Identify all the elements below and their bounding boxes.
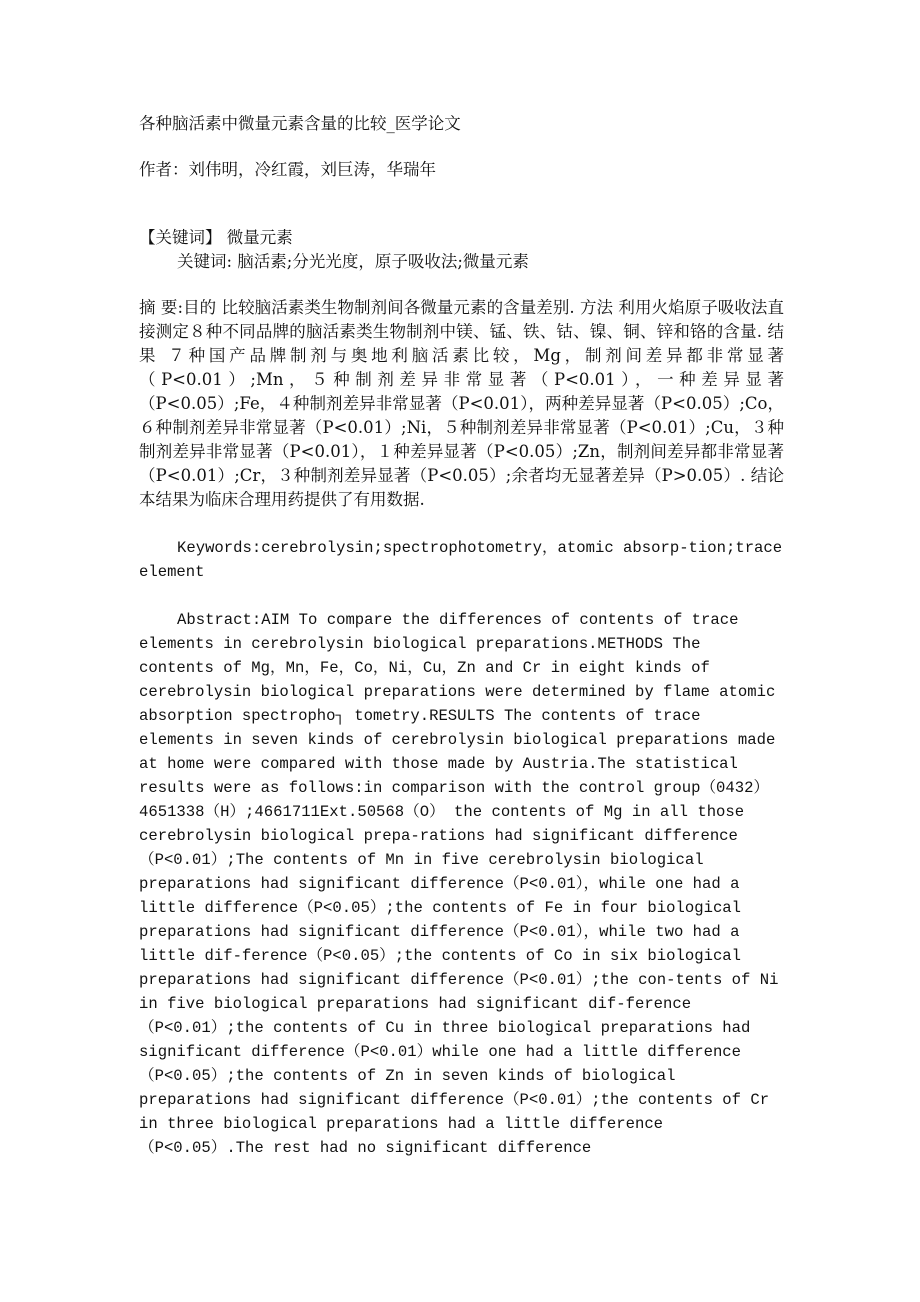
- keywords-chinese: 关键词: 脑活素;分光光度，原子吸收法;微量元素: [177, 252, 529, 271]
- document-body: [139, 112, 784, 1160]
- keywords-header: 【关键词】 微量元素: [139, 228, 293, 247]
- authors-line: 作者：刘伟明，冷红霞，刘巨涛，华瑞年: [139, 160, 436, 179]
- abstract-english: Abstract:AIM To compare the differences of contents of trace elements in cerebrolysin biological preparations.METHODS The contents of Mg，Mn，Fe，Co，Ni，Cu，Zn and Cr in eight kinds of cerebrolysin biological preparations were determined by flame atomic absorption spectropho┐ tometry.RESULTS The contents of trace elements in seven kinds of cerebrolysin biological preparations made at home were compared with those made by Austria.The statistical results were as follows:in comparison with the control group（0432）4651338（H）;4661711Ext.50568（O） the contents of Mg in all those cerebrolysin biological prepa-rations had significant difference（P<0.01）;The contents of Mn in five cerebrolysin biological preparations had significant difference（P<0.01），while one had a little difference（P<0.05）;the contents of Fe in four biological preparations had significant difference（P<0.01），while two had a little dif-ference（P<0.05）;the contents of Co in six biological preparations had significant difference（P<0.01）;the con-tents of Ni in five biological preparations had significant dif-ference（P<0.01）;the contents of Cu in three biological preparations had significant difference（P<0.01）while one had a little difference（P<0.05）;the contents of Zn in seven kinds of biological preparations had significant difference（P<0.01）;the contents of Cr in three biological preparations had a little difference（P<0.05）.The rest had no significant difference: [139, 611, 779, 1157]
- keywords-english: Keywords:cerebrolysin;spectrophotometry，atomic absorp-tion;trace element: [139, 539, 783, 581]
- document-title: 各种脑活素中微量元素含量的比较_医学论文: [139, 114, 461, 133]
- abstract-chinese: 摘 要:目的 比较脑活素类生物制剂间各微量元素的含量差别. 方法 利用火焰原子吸收法直接测定８种不同品牌的脑活素类生物制剂中镁、锰、铁、钴、镍、铜、锌和铬的含量. 结果 ７种国产品牌制剂与奥地利脑活素比较，Mg，制剂间差异都非常显著（P<0.01）;Mn，５种制剂差异非常显著（P<0.01），一种差异显著（P<0.05）;Fe，４种制剂差异非常显著（P<0.01），两种差异显著（P<0.05）;Co，６种制剂差异非常显著（P<0.01）;Ni，５种制剂差异非常显著（P<0.01）;Cu，３种制剂差异非常显著（P<0.01），１种差异显著（P<0.05）;Zn，制剂间差异都非常显著（P<0.01）;Cr，３种制剂差异显著（P<0.05）;余者均无显著差异（P>0.05）. 结论 本结果为临床合理用药提供了有用数据.: [139, 298, 784, 509]
